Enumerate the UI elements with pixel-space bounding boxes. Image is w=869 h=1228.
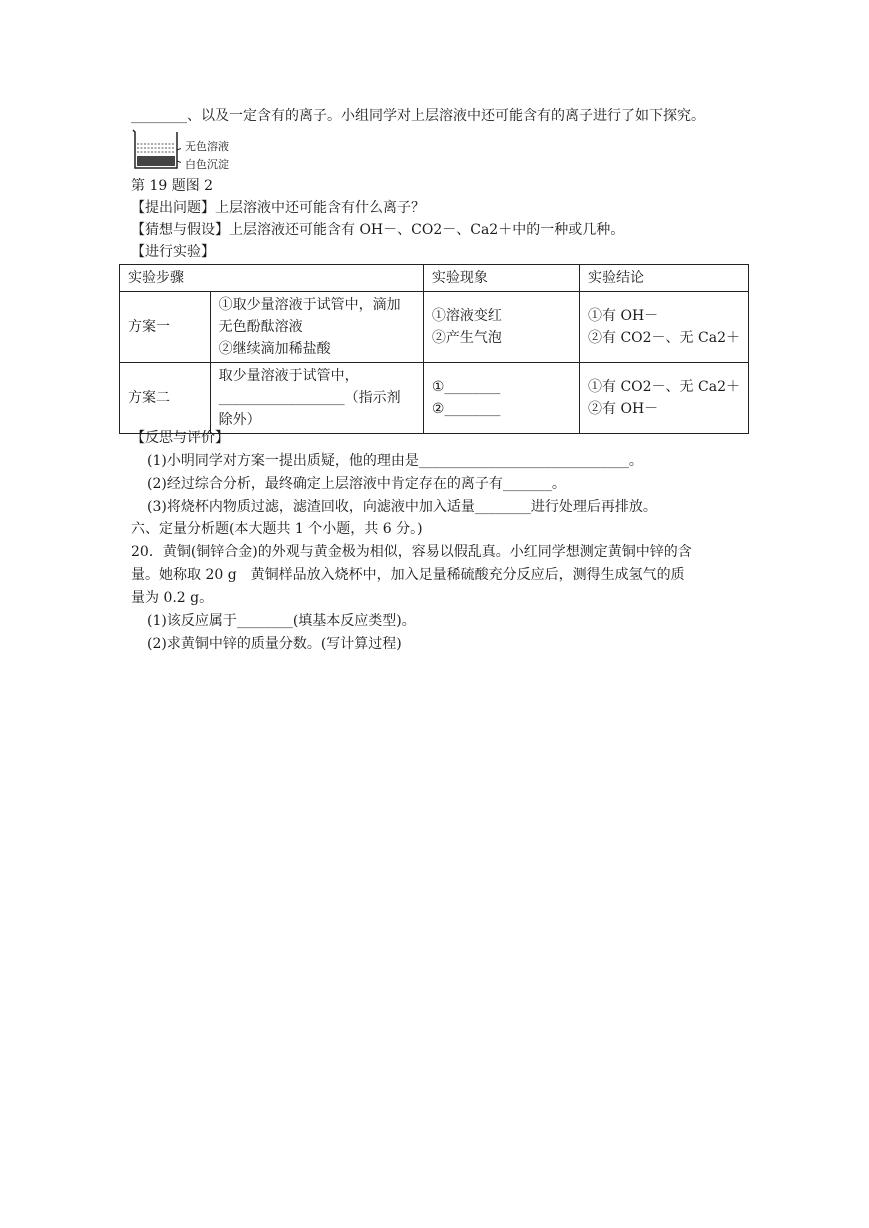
reflection-item: (1)小明同学对方案一提出质疑，他的理由是______________________________。 [147, 453, 643, 469]
step-line: 无色酚酞溶液 [218, 319, 303, 335]
problem-line: 量为 0.2 g。 [131, 590, 214, 606]
section-title: 六、定量分析题(本大题共 1 个小题，共 6 分。) [131, 521, 423, 537]
plan-conclusions [580, 292, 749, 363]
label-white-precipitate: 白色沉淀 [185, 158, 229, 171]
reflection-item: (2)经过综合分析，最终确定上层溶液中肯定存在的离子有_______。 [147, 476, 566, 492]
table-header-row [120, 265, 749, 292]
reflection-heading: 【反思与评价】 [131, 430, 229, 446]
problem-line: 量。她称取 20 g 黄铜样品放入烧杯中，加入足量稀硫酸充分反应后，测得生成氢气的质 [131, 567, 685, 583]
header-phenomena: 实验现象 [423, 265, 579, 292]
step-line: ②继续滴加稀盐酸 [218, 341, 331, 357]
experiment-table [119, 264, 749, 434]
question-line: 【提出问题】上层溶液中还可能含有什么离子？ [131, 200, 425, 216]
plan-steps [210, 363, 423, 434]
figure-caption: 第 19 题图 2 [131, 178, 214, 194]
header-conclusion: 实验结论 [580, 265, 749, 292]
phenomenon-line: ①________ [431, 379, 501, 395]
experiment-heading: 【进行实验】 [131, 244, 215, 260]
header-steps: 实验步骤 [120, 265, 424, 292]
beaker-figure [131, 128, 261, 174]
beaker-icon [131, 128, 181, 172]
plan-steps [210, 292, 423, 363]
plan-name: 方案二 [120, 363, 211, 434]
label-colorless-solution: 无色溶液 [185, 140, 229, 153]
table-row [120, 363, 749, 434]
step-line: 除外） [218, 412, 261, 428]
plan-phenomena [423, 363, 579, 434]
phenomenon-line: ②________ [431, 401, 501, 417]
conclusion-line: ②有 CO2－、无 Ca2＋ [588, 330, 740, 346]
intro-line [131, 106, 705, 126]
conclusion-line: ①有 OH－ [588, 308, 659, 324]
sub-question: (1)该反应属于________(填基本反应类型)。 [147, 613, 416, 629]
sub-question: (2)求黄铜中锌的质量分数。(写计算过程) [147, 636, 402, 652]
plan-conclusions [580, 363, 749, 434]
step-line: ①取少量溶液于试管中，滴加 [218, 297, 401, 313]
conclusion-line: ②有 OH－ [588, 401, 659, 417]
step-line: 取少量溶液于试管中， [218, 368, 359, 384]
conclusion-line: ①有 CO2－、无 Ca2＋ [588, 379, 740, 395]
phenomenon-line: ①溶液变红 [431, 308, 502, 324]
phenomenon-line: ②产生气泡 [431, 330, 502, 346]
plan-phenomena [423, 292, 579, 363]
intro-text: 、以及一定含有的离子。小组同学对上层溶液中还可能含有的离子进行了如下探究。 [187, 108, 705, 124]
problem-line: 20．黄铜(铜锌合金)的外观与黄金极为相似，容易以假乱真。小红同学想测定黄铜中锌的含 [131, 544, 692, 560]
hypothesis-line: 【猜想与假设】上层溶液还可能含有 OH－、CO2－、Ca2＋中的一种或几种。 [131, 222, 625, 238]
intro-blank: ________ [131, 108, 187, 124]
table-row [120, 292, 749, 363]
plan-name: 方案一 [120, 292, 211, 363]
step-line: __________________（指示剂 [218, 390, 401, 406]
reflection-item: (3)将烧杯内物质过滤，滤渣回收，向滤液中加入适量________进行处理后再排放。 [147, 499, 657, 515]
